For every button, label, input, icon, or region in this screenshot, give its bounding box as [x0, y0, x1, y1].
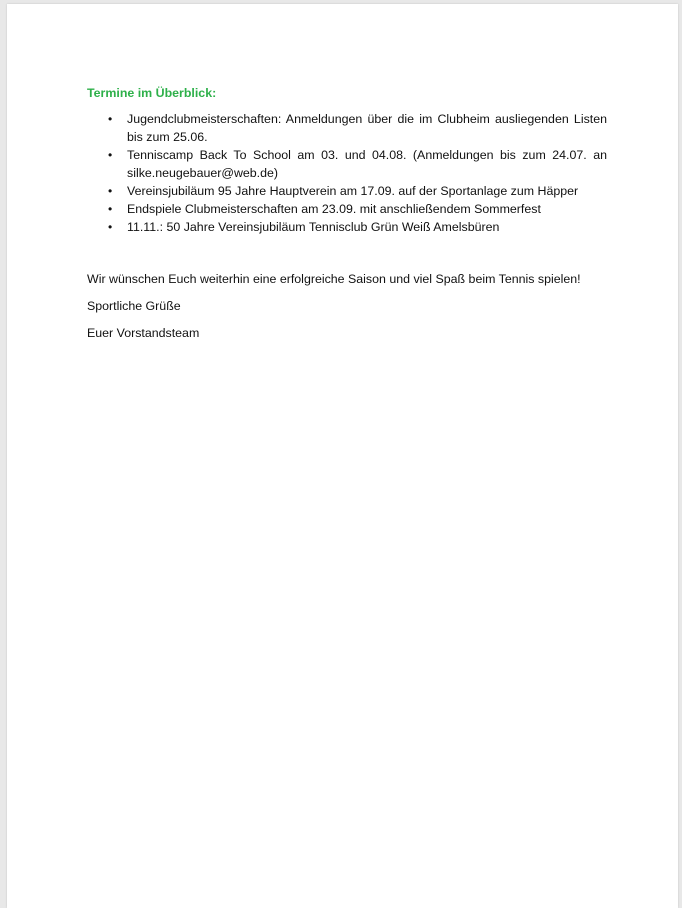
list-item-text: Jugendclubmeisterschaften: Anmeldungen über die im Clubheim ausliegenden Listen bis zum 25.06. — [127, 112, 607, 144]
document-content — [87, 84, 607, 351]
list-item — [87, 146, 607, 182]
list-item-text: Tenniscamp Back To School am 03. und 04.08. (Anmeldungen bis zum 24.07. an silke.neugebauer@web.de) — [127, 148, 607, 180]
list-item — [87, 110, 607, 146]
bullet-icon: • — [108, 184, 113, 198]
closing-section — [87, 270, 607, 342]
section-heading: Termine im Überblick: — [87, 86, 217, 100]
document-page — [7, 4, 678, 908]
greeting-text: Sportliche Grüße — [87, 299, 181, 313]
list-item-text: 11.11.: 50 Jahre Vereinsjubiläum Tennisclub Grün Weiß Amelsbüren — [127, 220, 500, 234]
events-list — [87, 110, 607, 236]
bullet-icon: • — [108, 112, 113, 126]
bullet-icon: • — [108, 202, 113, 216]
signature-text: Euer Vorstandsteam — [87, 326, 200, 340]
list-item-text: Endspiele Clubmeisterschaften am 23.09. mit anschließendem Sommerfest — [127, 202, 541, 216]
bullet-icon: • — [108, 220, 113, 234]
list-item-text: Vereinsjubiläum 95 Jahre Hauptverein am 17.09. auf der Sportanlage zum Häpper — [127, 184, 579, 198]
closing-text: Wir wünschen Euch weiterhin eine erfolgreiche Saison und viel Spaß beim Tennis spielen! — [87, 272, 581, 286]
list-item — [87, 182, 607, 200]
list-item — [87, 218, 607, 236]
list-item — [87, 200, 607, 218]
bullet-icon: • — [108, 148, 113, 162]
